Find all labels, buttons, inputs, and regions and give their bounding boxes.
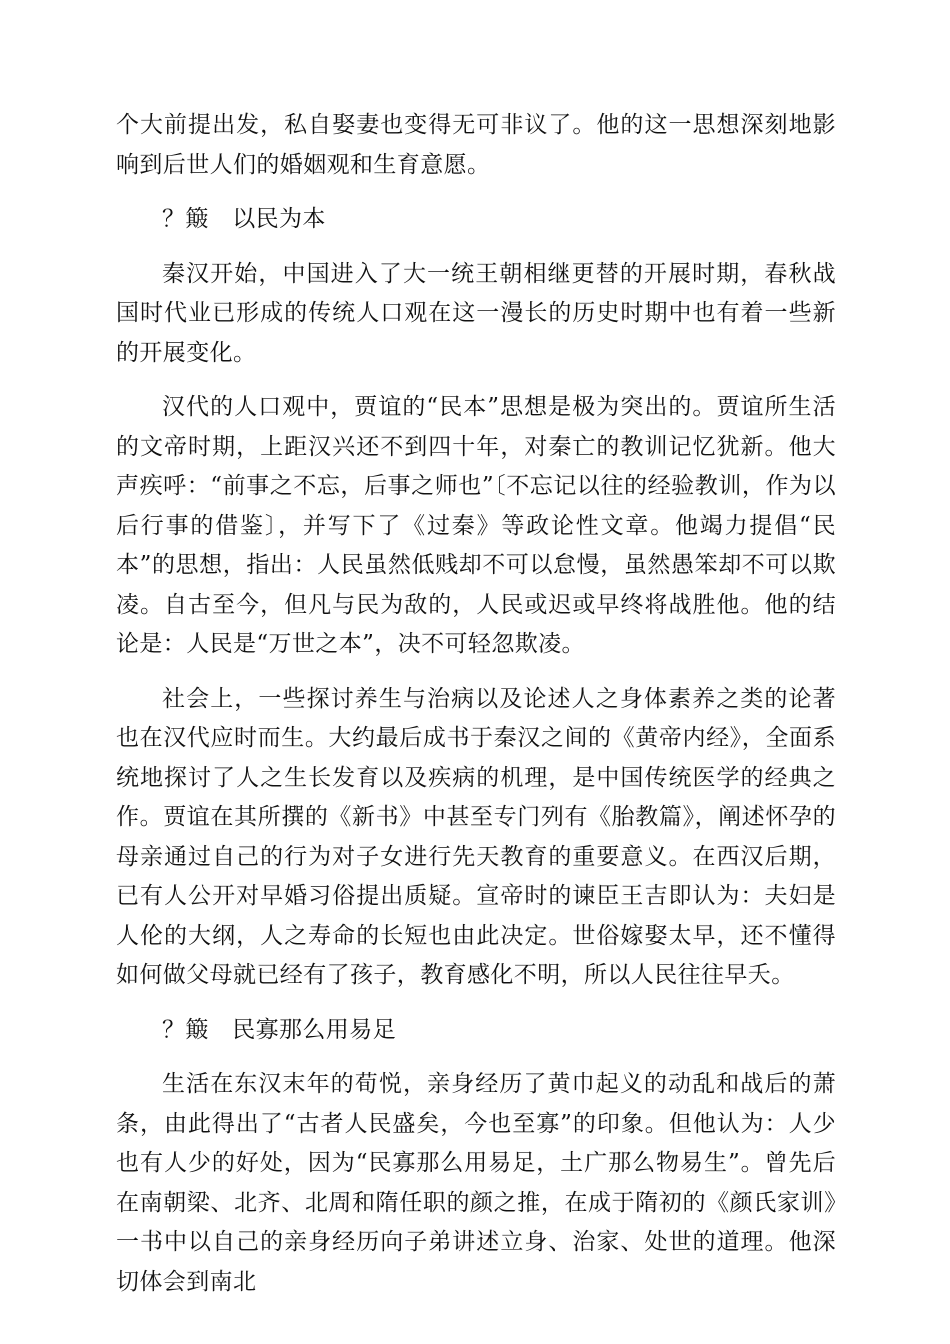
paragraph-society: 社会上，一些探讨养生与治病以及论述人之身体素养之类的论著也在汉代应时而生。大约最后成书于秦汉之间的《黄帝内经》，全面系统地探讨了人之生长发育以及疾病的机理，是中国传统医学的经典之作。贾谊在其所撰的《新书》中甚至专门列有《胎教篇》，阐述怀孕的母亲通过自己的行为对子女进行先天教育的重要意义。在西汉后期，已有人公开对早婚习俗提出质疑。宣帝时的谏臣王吉即认为：夫妇是人伦的大纲，人之寿命的长短也由此决定。世俗嫁娶太早，还不懂得如何做父母就已经有了孩子，教育感化不明，所以人民往往早夭。 — [116, 685, 836, 988]
paragraph-jia-yi: 汉代的人口观中，贾谊的“民本”思想是极为突出的。贾谊所生活的文帝时期，上距汉兴还不到四十年，对秦亡的教训记忆犹新。他大声疾呼：“前事之不忘，后事之师也”〔不忘记以往的经验教训，作为以后行事的借鉴〕，并写下了《过秦》等政论性文章。他竭力提倡“民本”的思想，指出：人民虽然低贱却不可以怠慢，虽然愚笨却不可以欺凌。自古至今，但凡与民为敌的，人民或迟或早终将战胜他。他的结论是：人民是“万世之本”，决不可轻忽欺凌。 — [116, 394, 836, 657]
paragraph-continuation: 个大前提出发，私自娶妻也变得无可非议了。他的这一思想深刻地影响到后世人们的婚姻观和生育意愿。 — [116, 112, 836, 178]
section-heading-min-ben: ？簸 以民为本 — [162, 206, 326, 232]
document-body — [116, 106, 836, 1317]
paragraph-qin-han: 秦汉开始，中国进入了大一统王朝相继更替的开展时期，春秋战国时代业已形成的传统人口观在这一漫长的历史时期中也有着一些新的开展变化。 — [116, 260, 836, 366]
section-heading-min-gua: ？簸 民寡那么用易足 — [162, 1016, 396, 1043]
paragraph-xun-yue: 生活在东汉末年的荀悦，亲身经历了黄巾起义的动乱和战后的萧条，由此得出了“古者人民盛矣，今也至寡”的印象。但他认为：人少也有人少的好处，因为“民寡那么用易足，土广那么物易生”。曾先后在南朝梁、北齐、北周和隋任职的颜之推，在成于隋初的《颜氏家训》一书中以自己的亲身经历向子弟讲述立身、治家、处世的道理。他深切体会到南北 — [116, 1071, 836, 1295]
